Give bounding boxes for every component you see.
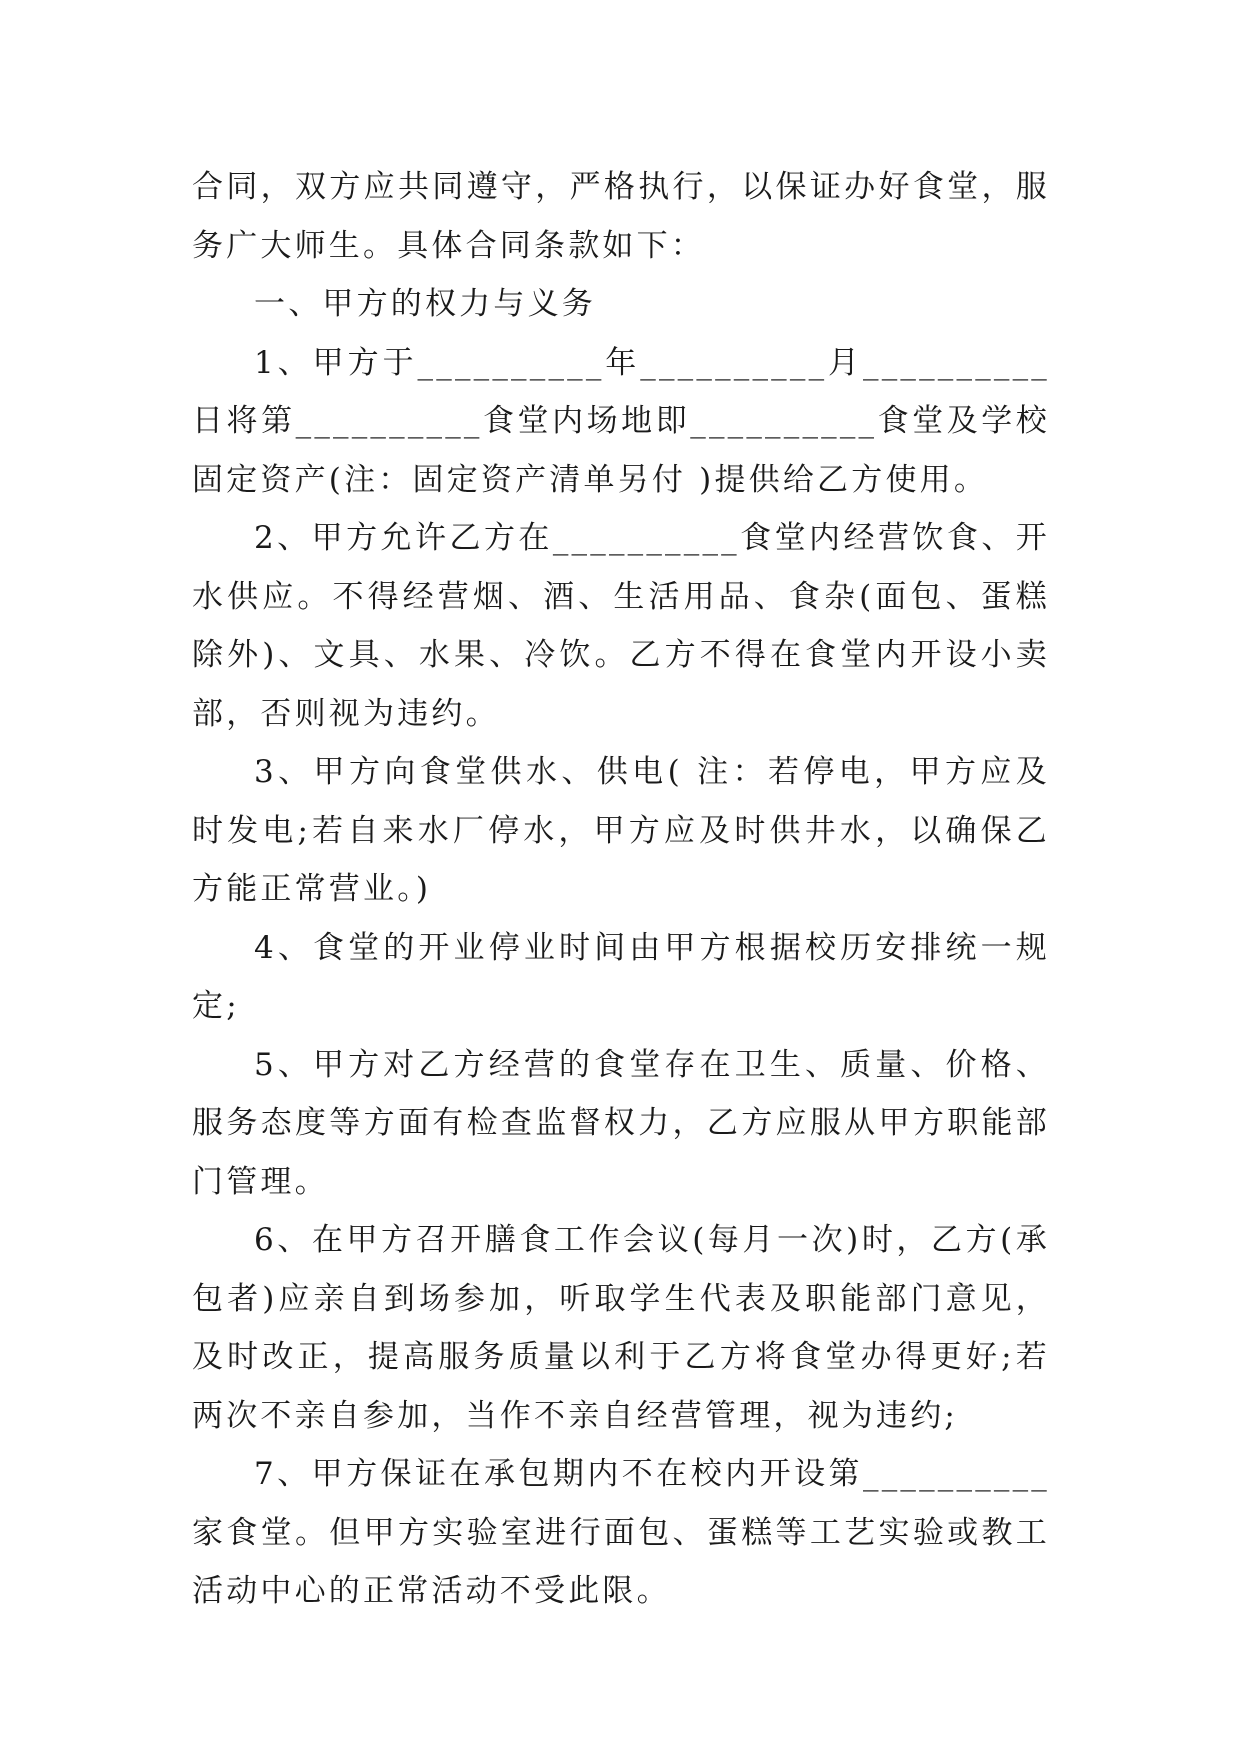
clause-6: 6、在甲方召开膳食工作会议(每月一次)时，乙方(承包者)应亲自到场参加，听取学生代表及职能部门意见，及时改正，提高服务质量以利于乙方将食堂办得更好;若两次不亲自参加，当作不亲自经营管理，视为违约;: [192, 1222, 1050, 1434]
paragraph-intro: 合同，双方应共同遵守，严格执行，以保证办好食堂，服务广大师生。具体合同条款如下：: [192, 169, 1050, 264]
section-heading-party-a: 一、甲方的权力与义务: [254, 286, 596, 322]
clause-2: 2、甲方允许乙方在__________食堂内经营饮食、开水供应。不得经营烟、酒、生活用品、食杂(面包、蛋糕除外)、文具、水果、冷饮。乙方不得在食堂内开设小卖部，否则视为违约。: [192, 520, 1050, 732]
contract-text: [192, 158, 1050, 1621]
clause-5: 5、甲方对乙方经营的食堂存在卫生、质量、价格、服务态度等方面有检查监督权力，乙方应服从甲方职能部门管理。: [192, 1046, 1050, 1200]
clause-7: 7、甲方保证在承包期内不在校内开设第__________家食堂。但甲方实验室进行面包、蛋糕等工艺实验或教工活动中心的正常活动不受此限。: [192, 1456, 1050, 1609]
clause-3: 3、甲方向食堂供水、供电( 注：若停电，甲方应及时发电;若自来水厂停水，甲方应及时供井水，以确保乙方能正常营业。): [192, 754, 1050, 907]
clause-1: 1、甲方于__________年__________月__________日将第__________食堂内场地即__________食堂及学校固定资产(注：固定资产清单另付 )提供给乙方使用。: [192, 344, 1050, 498]
clause-4: 4、食堂的开业停业时间由甲方根据校历安排统一规定;: [192, 929, 1050, 1024]
